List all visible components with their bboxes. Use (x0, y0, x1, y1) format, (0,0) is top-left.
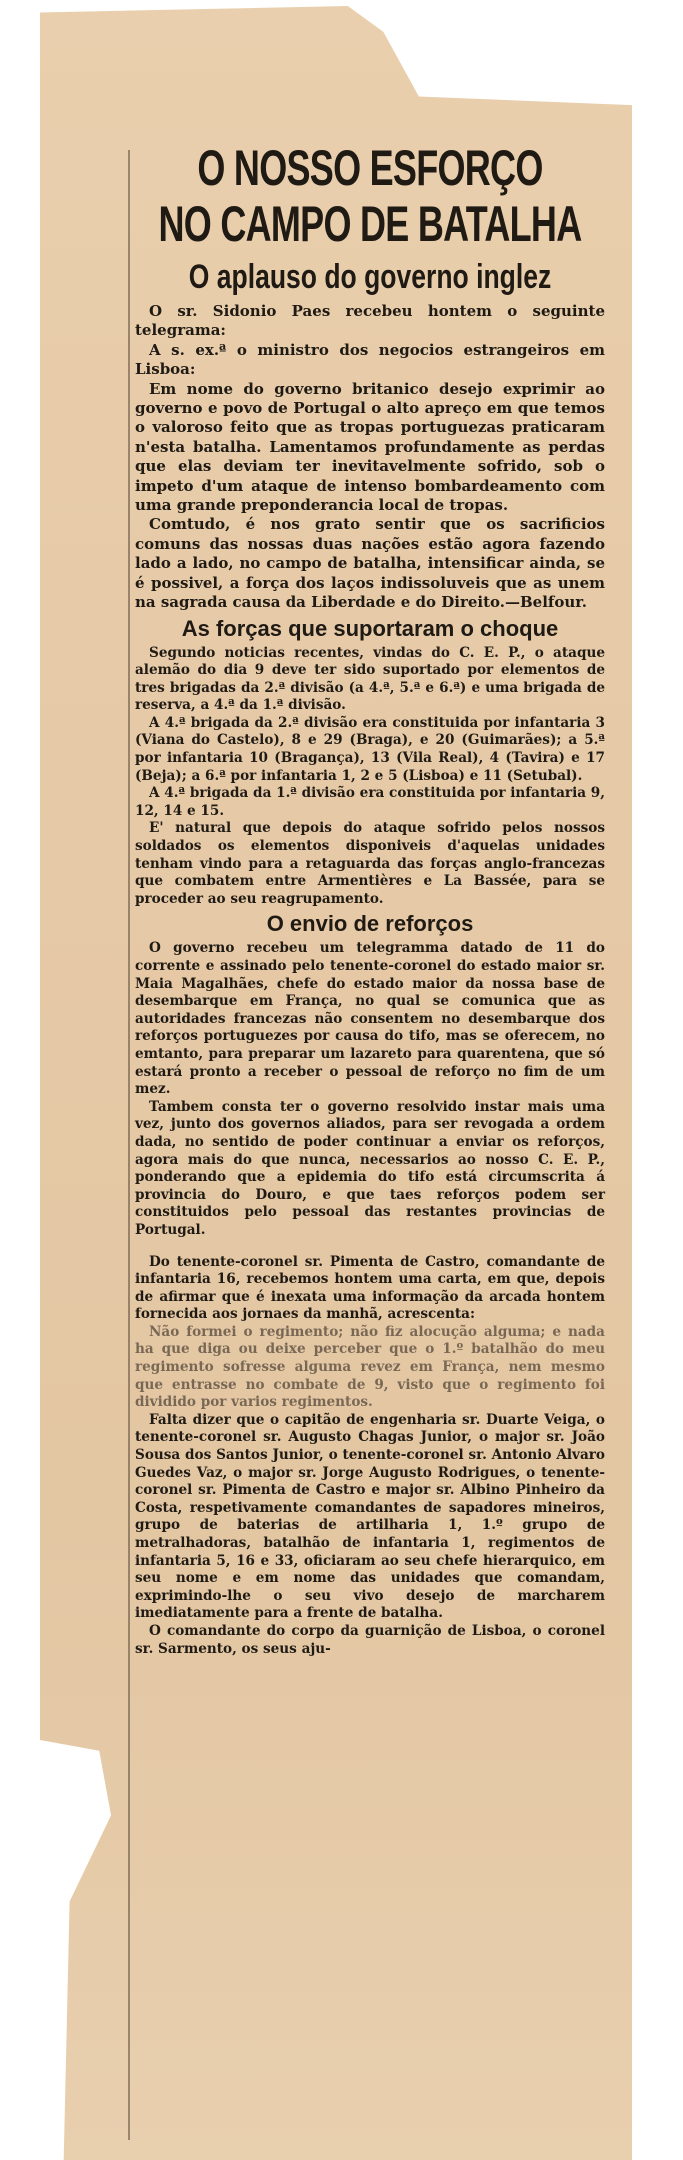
paragraph: Falta dizer que o capitão de engenharia sr. Duarte Veiga, o tenente-coronel sr. Augusto Chagas Junior, o major sr. João Sousa dos Santos Junior, o tenente-coronel sr. Antonio Alvaro Guedes Vaz, o major sr. Jorge Augusto Rodrigues, o tenente-coronel sr. Pimenta de Castro e major sr. Albino Pinheiro da Costa, respetivamente comandantes de sapadores mineiros, grupo de baterias de artilharia 1, 1.º grupo de metralhadoras, batalhão de infantaria 1, regimentos de infantaria 5, 16 e 33, oficiaram ao seu chefe hierarquico, em seu nome e em nome das unidades que comandam, exprimindo-lhe o seu vivo desejo de marcharem imediatamente para a frente de batalha. (135, 1411, 605, 1622)
paragraph: O sr. Sidonio Paes recebeu hontem o seguinte telegrama: (135, 302, 605, 340)
paragraph: Tambem consta ter o governo resolvido instar mais uma vez, junto dos governos aliados, para ser revogada a ordem dada, no sentido de poder continuar a enviar os reforços, agora mais do que nunca, necessarios ao nosso C. E. P., ponderando que a epidemia do tifo está circumscrita á provincia do Douro, e que taes reforços podem ser constituidos pelo pessoal das restantes provincias de Portugal. (135, 1098, 605, 1238)
section-reforcos-body (135, 940, 605, 1239)
paragraph: Em nome do governo britanico desejo exprimir ao governo e povo de Portugal o alto apreço em que temos o valoroso feito que as tropas portuguezas praticaram n'esta batalha. Lamentamos profundamente as perdas que elas deviam ter inevitavelmente sofrido, sob o impeto d'um ataque de intenso bombardeamento com uma grande preponderancia local de tropas. (135, 379, 605, 515)
paragraph: A 4.ª brigada da 2.ª divisão era constituida por infantaria 3 (Viana do Castelo), 8 e 29 (Braga), e 20 (Guimarães); a 5.ª por infantaria 10 (Bragança), 13 (Vila Real), 4 (Tavira) e 17 (Beja); a 6.ª por infantaria 1, 2 e 5 (Lisboa) e 11 (Setubal). (135, 714, 605, 784)
paragraph: O governo recebeu um telegramma datado de 11 do corrente e assinado pelo tenente-coronel do estado maior sr. Maia Magalhães, chefe do estado maior da nossa base de desembarque em França, no qual se comunica que as autoridades francezas não consentem no desembarque dos reforços portuguezes por causa do tifo, mas se oferecem, no emtanto, para preparar um lazareto para quarentena, que só estará pronto a receber o pessoal de reforço no fim de um mez. (135, 940, 605, 1098)
section-carta-body (135, 1254, 605, 1659)
paragraph: A 4.ª brigada da 1.ª divisão era constituida por infantaria 9, 12, 14 e 15. (135, 785, 605, 819)
article-column (135, 140, 605, 1658)
paragraph: A s. ex.ª o ministro dos negocios estrangeiros em Lisboa: (135, 340, 605, 379)
headline-line-1: O NOSSO ESFORÇO (197, 140, 543, 196)
section-title-reforcos: O envio de reforços (266, 911, 474, 937)
headline-line-2: NO CAMPO DE BATALHA (158, 196, 582, 252)
paragraph: Segundo noticias recentes, vindas do C. E. P., o ataque alemão do dia 9 deve ter sido suportado por elementos de tres brigadas da 2.ª divisão (a 4.ª, 5.ª e 6.ª) e uma brigada de reserva, a 4.ª da 1.ª divisão. (135, 644, 605, 714)
section-title-forcas: As forças que suportaram o choque (181, 615, 559, 641)
column-rule (128, 150, 130, 2140)
paragraph: E' natural que depois do ataque sofrido pelos nossos soldados os elementos disponiveis d'aquelas unidades tenham vindo para a retaguarda das forças anglo-francezas que combatem entre Armentières e La Bassée, para se proceder ao seu reagrupamento. (135, 820, 605, 907)
paragraph: Comtudo, é nos grato sentir que os sacrificios comuns das nossas duas nações estão agora fazendo lado a lado, no campo de batalha, intensificar ainda, se é possivel, a força dos laços indissoluveis que as unem na sagrada causa da Liberdade e do Direito.—Belfour. (135, 515, 605, 612)
section-title-aplauso: O aplauso do governo inglez (188, 258, 552, 296)
paragraph: Do tenente-coronel sr. Pimenta de Castro, comandante de infantaria 16, recebemos hontem uma carta, em que, depois de afirmar que é inexata uma informação da arcada hontem fornecida aos jornaes da manhã, acrescenta: (135, 1253, 605, 1323)
paragraph: O comandante do corpo da guarnição de Lisboa, o coronel sr. Sarmento, os seus aju- (135, 1622, 605, 1657)
quoted-letter: Não formei o regimento; não fiz alocução alguma; e nada ha que diga ou deixe perceber que o 1.º batalhão do meu regimento sofresse alguma revez em França, nem mesmo que entrasse no combate de 9, visto que o regimento foi dividido por varios regimentos. (135, 1323, 605, 1411)
section-forcas-body (135, 645, 605, 909)
